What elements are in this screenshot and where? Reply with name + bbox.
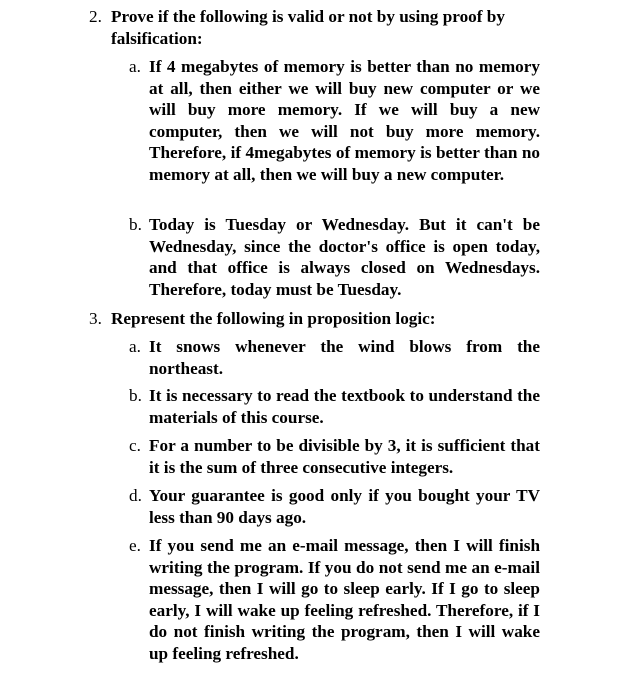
item-text: It is necessary to read the textbook to understand the materials of this course. [149, 386, 540, 427]
item-letter: a. [129, 57, 141, 76]
item-text: It snows whenever the wind blows from the northeast. [149, 337, 540, 378]
question-3-item-d [129, 485, 540, 528]
question-3-item-b [129, 385, 540, 428]
item-letter: a. [129, 337, 141, 356]
question-3 [89, 308, 551, 330]
question-text: Represent the following in proposition logic: [111, 309, 436, 328]
question-text: Prove if the following is valid or not by using proof by falsification: [111, 7, 505, 48]
item-letter: d. [129, 486, 142, 505]
item-text: Your guarantee is good only if you bought your TV less than 90 days ago. [149, 486, 540, 527]
question-number: 2. [89, 7, 102, 26]
question-3-item-e [129, 535, 540, 665]
item-letter: b. [129, 215, 142, 234]
question-2-item-b [129, 214, 540, 300]
item-letter: e. [129, 536, 141, 555]
question-number: 3. [89, 309, 102, 328]
question-3-item-c [129, 435, 540, 478]
item-text: Today is Tuesday or Wednesday. But it can't be Wednesday, since the doctor's office is open today, and that office is always closed on Wednesdays. Therefore, today must be Tuesday. [149, 215, 540, 299]
question-3-item-a [129, 336, 540, 379]
item-letter: c. [129, 436, 141, 455]
question-2 [89, 6, 551, 49]
item-text: If 4 megabytes of memory is better than no memory at all, then either we will buy new computer or we will buy more memory. If we will buy a new computer, then we will not buy more memory. Therefore, if 4megabytes of memory is better than no memory at all, then we will buy a new computer. [149, 57, 540, 184]
item-text: For a number to be divisible by 3, it is sufficient that it is the sum of three consecutive integers. [149, 436, 540, 477]
item-text: If you send me an e-mail message, then I will finish writing the program. If you do not send me an e-mail message, then I will go to sleep early. If I go to sleep early, I will wake up feeling refreshed. Therefore, if I do not finish writing the program, then I will wake up feeling refreshed. [149, 536, 540, 663]
item-letter: b. [129, 386, 142, 405]
question-2-item-a [129, 56, 540, 186]
